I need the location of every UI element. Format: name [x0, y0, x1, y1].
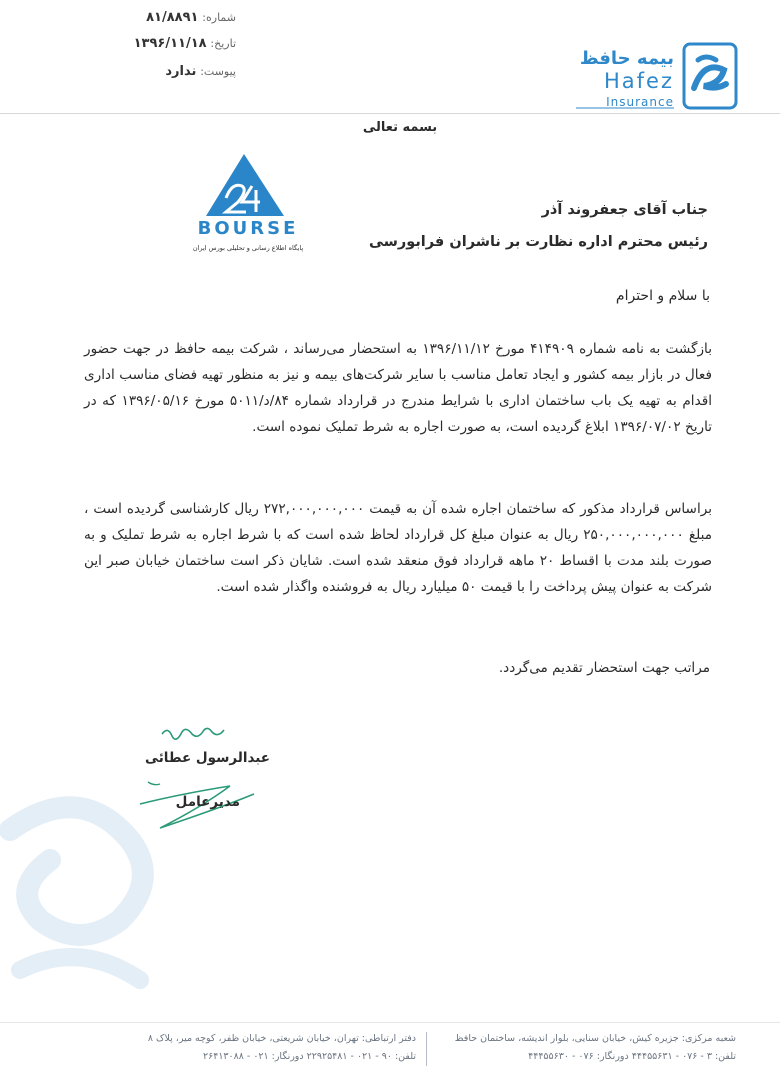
addressee-name: جناب آقای جعفروند آذر [541, 202, 708, 218]
svg-text:BOURSE: BOURSE [197, 218, 299, 239]
bismillah: بسمه تعالی [362, 120, 438, 135]
addressee [288, 194, 708, 258]
signatory-title: مدیرعامل [175, 794, 240, 810]
header-divider [0, 113, 780, 114]
body-paragraph-1: بازگشت به نامه شماره ۴۱۴۹۰۹ مورخ ۱۳۹۶/۱۱/۱۲ به استحضار می‌رساند ، شرکت بیمه حافظ در جهت حضور فعال در بازار بیمه کشور و ایجاد تعامل مناسب با سایر شرکت‌های بیمه و نیز به منظور تهیه فضای مناسب اداری اقدام به تهیه یک باب ساختمان اداری با شرایط مندرج در قرارداد شماره ۸۴/د/۵۰۱۱ مورخ ۱۳۹۶/۰۵/۱۶ که در تاریخ ۱۳۹۶/۰۷/۰۲ ابلاغ گردیده است، به صورت اجاره به شرط تملیک نموده است. [84, 341, 712, 435]
footer-headquarters [446, 1030, 736, 1066]
letter-date-value: ۱۳۹۶/۱۱/۱۸ [133, 36, 207, 51]
letter-attachment-label: پیوست: [200, 65, 236, 78]
closing-line: مراتب جهت استحضار تقدیم می‌گردد. [498, 660, 710, 676]
hafez-insurance-logo [572, 38, 742, 118]
addressee-title: رئیس محترم اداره نظارت بر ناشران فرابورسی [369, 234, 708, 250]
office-address: دفتر ارتباطی: تهران، خیابان شریعتی، خیابان ظفر، کوچه میر، پلاک ۸ [147, 1033, 416, 1044]
footer-separator [426, 1032, 427, 1066]
letter-number-value: ۸۱/۸۸۹۱ [146, 10, 199, 25]
letter-date-label: تاریخ: [210, 37, 236, 50]
office-phones: تلفن: ۹۰ - ۰۲۱ - ۲۲۹۲۵۴۸۱ دورنگار: ۰۲۱ - ۲۶۴۱۳۰۸۸ [203, 1051, 416, 1062]
signatory-name: عبدالرسول عطائی [145, 750, 270, 766]
letter-number-label: شماره: [202, 11, 236, 24]
body-paragraph-2: براساس قرارداد مذکور که ساختمان اجاره شده آن به قیمت ۲۷۲,۰۰۰,۰۰۰,۰۰۰ ریال کارشناسی گردیده است ، مبلغ ۲۵۰,۰۰۰,۰۰۰,۰۰۰ ریال به عنوان مبلغ کل قرارداد لحاظ شده است که با شرط اجاره به شرط تملیک و به صورت بلند مدت با اقساط ۲۰ ماهه قرارداد فوق منعقد شده است. شایان ذکر است ساختمان خیابان صبر این شرکت به عنوان پیش پرداخت را با قیمت ۵۰ میلیارد ریال به فروشنده واگذار شده است. [84, 501, 712, 595]
letter-attachment [36, 64, 236, 79]
svg-text:بیمه حافظ: بیمه حافظ [579, 48, 674, 69]
svg-text:پایگاه اطلاع رسانی و تحلیلی بو: پایگاه اطلاع رسانی و تحلیلی بورس ایران [192, 244, 304, 252]
svg-text:Hafez: Hafez [604, 69, 674, 93]
letter-date [36, 36, 236, 51]
letter-attachment-value: ندارد [165, 64, 197, 79]
svg-text:Insurance: Insurance [606, 95, 674, 109]
hafez-watermark [0, 770, 180, 1020]
hq-phones: تلفن: ۳ - ۰۷۶ - ۴۴۴۵۵۶۳۱ دورنگار: ۰۷۶ - ۴۴۴۵۵۶۳۰ [528, 1051, 736, 1062]
hq-address: شعبه مرکزی: جزیره کیش، خیابان سنایی، بلوار اندیشه، ساختمان حافظ [454, 1033, 736, 1044]
letter-number [36, 10, 236, 25]
greeting: با سلام و احترام [615, 288, 710, 304]
footer-office [116, 1030, 416, 1066]
footer-divider [0, 1022, 780, 1023]
